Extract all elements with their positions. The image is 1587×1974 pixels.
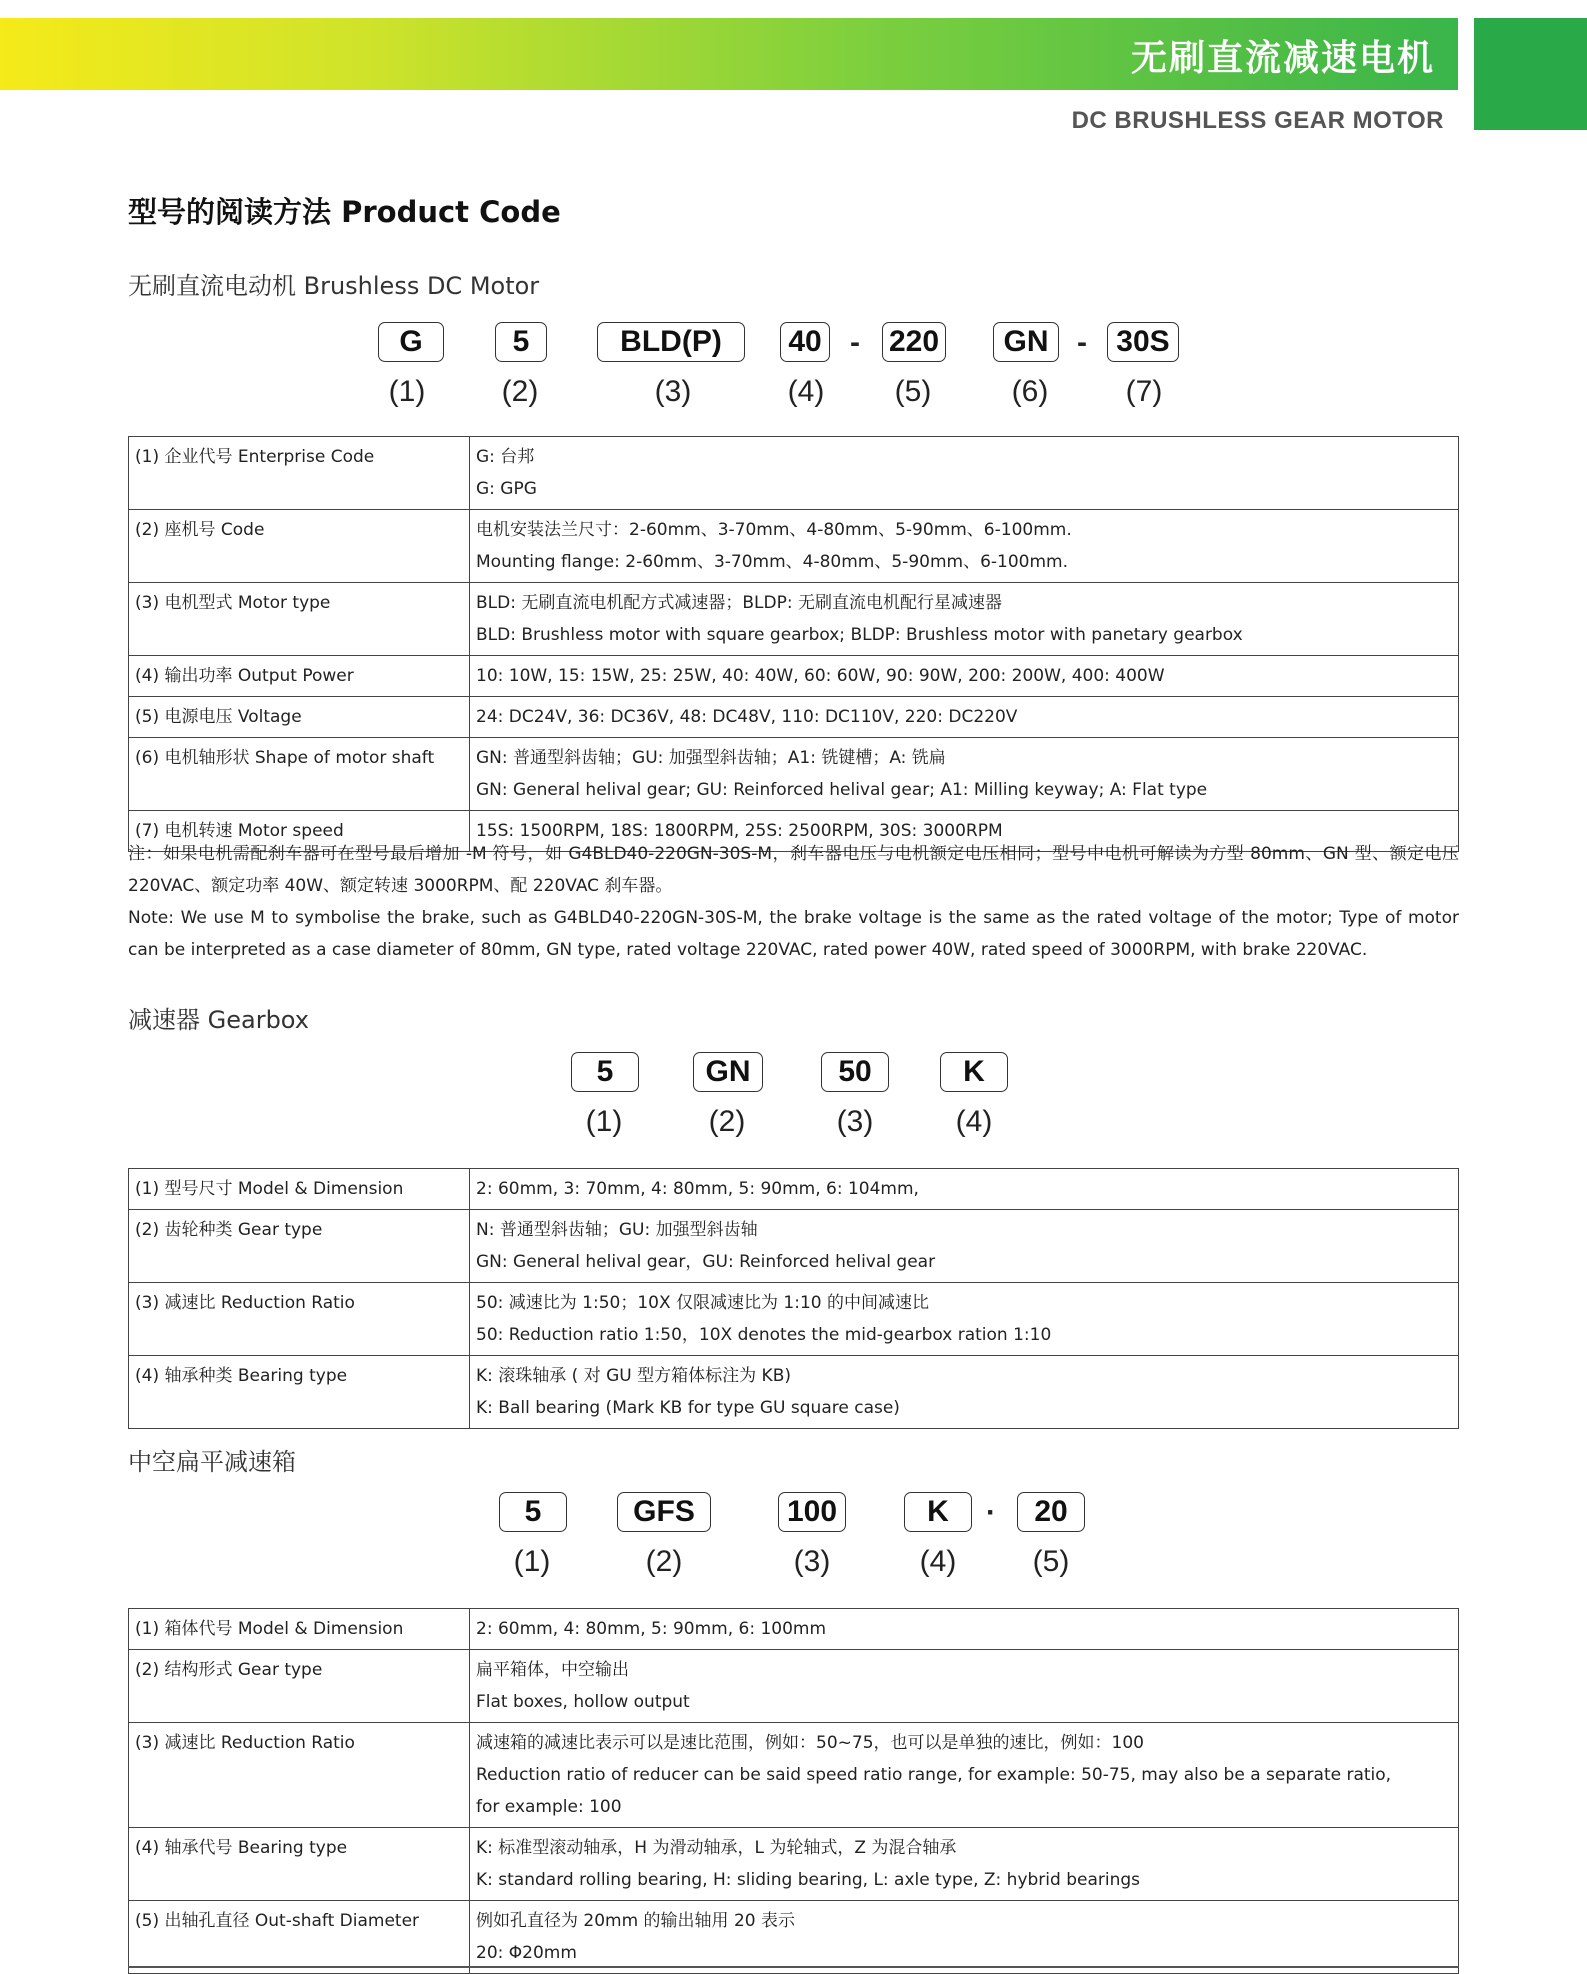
spec-value-line: 2: 60mm, 3: 70mm, 4: 80mm, 5: 90mm, 6: 104mm, [476, 1179, 919, 1199]
spec-value-line: GN: General helival gear; GU: Reinforced helival gear; A1: Milling keyway; A: Flat type [476, 780, 1208, 800]
code-part-motor-type: BLD(P) [597, 322, 745, 362]
spec-row [129, 1901, 1459, 1974]
spec-value-line: K: standard rolling bearing, H: sliding bearing, L: axle type, Z: hybrid bearings [476, 1870, 1141, 1890]
spec-row [129, 1650, 1459, 1723]
spec-value-line: 50: Reduction ratio 1:50，10X denotes the mid-gearbox ration 1:10 [476, 1325, 1052, 1345]
spec-value [470, 1169, 1459, 1210]
spec-value [470, 1356, 1459, 1429]
spec-value [470, 1828, 1459, 1901]
code-part-ratio: 50 [821, 1052, 889, 1092]
hollow-section-heading: 中空扁平减速箱 [128, 1448, 296, 1476]
code-index: (1) [585, 1105, 623, 1138]
code-index: (7) [1125, 375, 1163, 408]
spec-value [470, 738, 1459, 811]
spec-row [129, 1210, 1459, 1283]
spec-value-line: 例如孔直径为 20mm 的输出轴用 20 表示 [476, 1911, 795, 1931]
spec-key: (2) 结构形式 Gear type [129, 1650, 470, 1723]
spec-value-line: 20: Φ20mm [476, 1943, 577, 1963]
code-index: (3) [836, 1105, 874, 1138]
motor-section-heading: 无刷直流电动机 Brushless DC Motor [128, 272, 540, 300]
spec-value-line: N: 普通型斜齿轴；GU: 加强型斜齿轴 [476, 1220, 758, 1240]
code-index: (2) [645, 1545, 683, 1578]
code-index: (5) [1032, 1545, 1070, 1578]
spec-value-line: K: 滚珠轴承 ( 对 GU 型方箱体标注为 KB) [476, 1366, 791, 1386]
code-part-voltage: 220 [882, 322, 946, 362]
spec-value-line: Reduction ratio of reducer can be said speed ratio range, for example: 50-75, may also be a separate ratio, [476, 1765, 1392, 1785]
gearbox-section-heading: 减速器 Gearbox [128, 1006, 309, 1034]
note-chinese: 注：如果电机需配刹车器可在型号最后增加 -M 符号，如 G4BLD40-220GN-30S-M，刹车器电压与电机额定电压相同；型号中电机可解读为方型 80mm、GN 型、额定电压 220VAC、额定功率 40W、额定转速 3000RPM、配 220VAC 刹车器。 [128, 844, 1459, 896]
code-index: (1) [388, 375, 426, 408]
spec-value-line: 2: 60mm, 4: 80mm, 5: 90mm, 6: 100mm [476, 1619, 827, 1639]
spec-value-line: G: GPG [476, 479, 537, 499]
spec-value [470, 697, 1459, 738]
code-index: (4) [919, 1545, 957, 1578]
spec-value-line: 50: 减速比为 1:50；10X 仅限减速比为 1:10 的中间减速比 [476, 1293, 930, 1313]
spec-key: (4) 轴承种类 Bearing type [129, 1356, 470, 1429]
code-part-shaft-diameter: 20 [1017, 1492, 1085, 1532]
header-accent-block [1474, 18, 1587, 130]
code-index: (2) [501, 375, 539, 408]
spec-value-line: K: Ball bearing (Mark KB for type GU square case) [476, 1398, 900, 1418]
hollow-spec-table [128, 1608, 1459, 1974]
spec-value-line: GN: 普通型斜齿轴；GU: 加强型斜齿轴；A1: 铣键槽；A: 铣扁 [476, 748, 946, 768]
code-part-speed: 30S [1107, 322, 1179, 362]
spec-row [129, 583, 1459, 656]
spec-row [129, 1609, 1459, 1650]
gearbox-spec-table [128, 1168, 1459, 1429]
spec-value [470, 656, 1459, 697]
code-index: (3) [793, 1545, 831, 1578]
motor-code-diagram [0, 322, 1587, 422]
spec-key: (4) 输出功率 Output Power [129, 656, 470, 697]
spec-value [470, 510, 1459, 583]
spec-value-line: Mounting flange: 2-60mm、3-70mm、4-80mm、5-90mm、6-100mm. [476, 552, 1068, 572]
code-part-shaft: GN [993, 322, 1059, 362]
spec-key: (2) 齿轮种类 Gear type [129, 1210, 470, 1283]
spec-row [129, 697, 1459, 738]
header-subtitle: DC BRUSHLESS GEAR MOTOR [1071, 107, 1444, 134]
spec-key: (3) 电机型式 Motor type [129, 583, 470, 656]
spec-row [129, 1169, 1459, 1210]
spec-value-line: 扁平箱体，中空输出 [476, 1660, 629, 1680]
spec-value [470, 1609, 1459, 1650]
spec-key: (5) 电源电压 Voltage [129, 697, 470, 738]
code-separator: - [1077, 326, 1087, 359]
spec-value-line: BLD: 无刷直流电机配方式减速器；BLDP: 无刷直流电机配行星减速器 [476, 593, 1002, 613]
code-index: (1) [513, 1545, 551, 1578]
code-separator: · [986, 1496, 996, 1529]
spec-value-line: 10: 10W, 15: 15W, 25: 25W, 40: 40W, 60: 60W, 90: 90W, 200: 200W, 400: 400W [476, 666, 1165, 686]
spec-value-line: Flat boxes, hollow output [476, 1692, 690, 1712]
spec-value [470, 437, 1459, 510]
spec-key: (2) 座机号 Code [129, 510, 470, 583]
code-index: (2) [708, 1105, 746, 1138]
code-part-gear-type: GN [693, 1052, 763, 1092]
spec-value-line: 减速箱的减速比表示可以是速比范围，例如：50~75，也可以是单独的速比，例如：100 [476, 1733, 1144, 1753]
code-part-frame: 5 [495, 322, 547, 362]
code-index: (4) [787, 375, 825, 408]
code-index: (3) [654, 375, 692, 408]
spec-key: (7) 电机转速 Motor speed [129, 811, 470, 852]
code-part-structure: GFS [617, 1492, 711, 1532]
spec-key: (1) 箱体代号 Model & Dimension [129, 1609, 470, 1650]
spec-row [129, 738, 1459, 811]
code-part-enterprise: G [378, 322, 444, 362]
spec-value-line: 电机安装法兰尺寸：2-60mm、3-70mm、4-80mm、5-90mm、6-100mm. [476, 520, 1072, 540]
spec-key: (6) 电机轴形状 Shape of motor shaft [129, 738, 470, 811]
motor-spec-table [128, 436, 1459, 852]
spec-key: (1) 企业代号 Enterprise Code [129, 437, 470, 510]
spec-row [129, 437, 1459, 510]
spec-row [129, 1828, 1459, 1901]
code-part-model: 5 [571, 1052, 639, 1092]
spec-key: (3) 减速比 Reduction Ratio [129, 1283, 470, 1356]
spec-value-line: BLD: Brushless motor with square gearbox; BLDP: Brushless motor with panetary gearbox [476, 625, 1243, 645]
spec-value [470, 1650, 1459, 1723]
spec-value-line: 24: DC24V, 36: DC36V, 48: DC48V, 110: DC110V, 220: DC220V [476, 707, 1018, 727]
code-separator: - [850, 326, 860, 359]
spec-row [129, 1283, 1459, 1356]
spec-row [129, 1356, 1459, 1429]
code-part-power: 40 [780, 322, 830, 362]
brake-note [128, 838, 1459, 966]
code-index: (5) [894, 375, 932, 408]
code-part-bearing: K [904, 1492, 972, 1532]
code-part-ratio: 100 [778, 1492, 846, 1532]
spec-value [470, 583, 1459, 656]
spec-row [129, 656, 1459, 697]
spec-value-line: for example: 100 [476, 1797, 622, 1817]
spec-key: (4) 轴承代号 Bearing type [129, 1828, 470, 1901]
spec-key: (5) 出轴孔直径 Out-shaft Diameter [129, 1901, 470, 1974]
spec-row [129, 1723, 1459, 1828]
spec-value [470, 1210, 1459, 1283]
note-english: Note: We use M to symbolise the brake, such as G4BLD40-220GN-30S-M, the brake voltage is the same as the rated voltage of the motor; Type of motor can be interpreted as a case diameter of 80mm, GN type, rated voltage 220VAC, rated power 40W, rated speed of 3000RPM, with brake 220VAC. [128, 908, 1459, 960]
hollow-code-diagram [0, 1492, 1587, 1592]
spec-value-line: GN: General helival gear，GU: Reinforced helival gear [476, 1252, 936, 1272]
spec-value-line: 15S: 1500RPM, 18S: 1800RPM, 25S: 2500RPM, 30S: 3000RPM [476, 821, 1003, 841]
spec-value [470, 1723, 1459, 1828]
code-index: (6) [1011, 375, 1049, 408]
spec-key: (1) 型号尺寸 Model & Dimension [129, 1169, 470, 1210]
header-title: 无刷直流减速电机 [1130, 38, 1435, 79]
code-part-bearing: K [940, 1052, 1008, 1092]
code-part-case: 5 [499, 1492, 567, 1532]
spec-value-line: G: 台邦 [476, 447, 535, 467]
spec-row [129, 510, 1459, 583]
spec-value [470, 1283, 1459, 1356]
spec-value-line: K: 标准型滚动轴承，H 为滑动轴承，L 为轮轴式，Z 为混合轴承 [476, 1838, 957, 1858]
code-index: (4) [955, 1105, 993, 1138]
bottom-divider [128, 1966, 1459, 1968]
spec-value [470, 1901, 1459, 1974]
page-title: 型号的阅读方法 Product Code [128, 195, 561, 229]
gearbox-code-diagram [0, 1052, 1587, 1152]
spec-key: (3) 减速比 Reduction Ratio [129, 1723, 470, 1828]
